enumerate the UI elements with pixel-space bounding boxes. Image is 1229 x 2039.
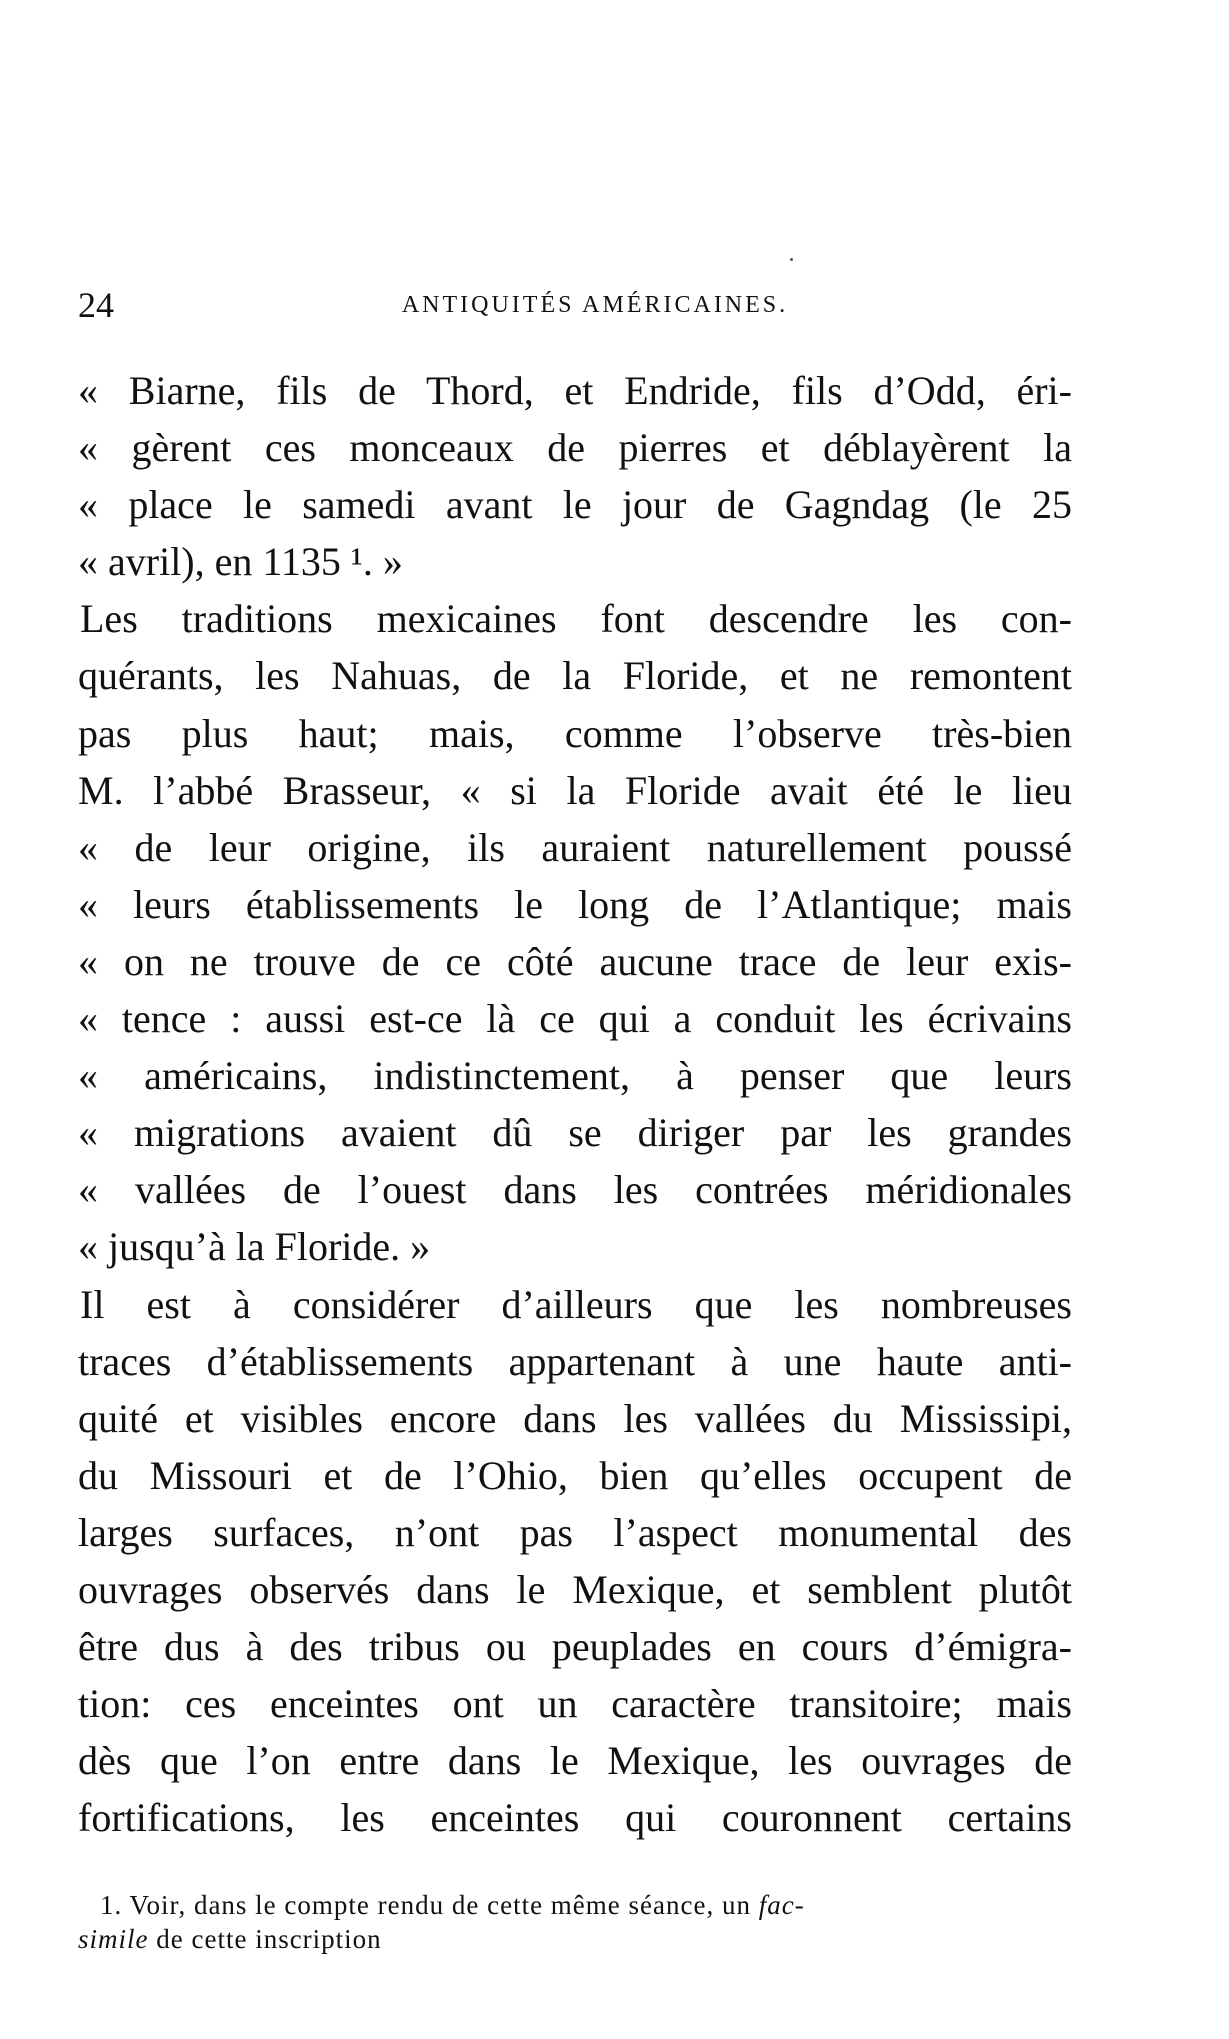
paper-speck	[790, 258, 793, 261]
body-text	[78, 362, 1072, 1846]
text-line: Les traditions mexicaines font descendre les con-	[80, 596, 1072, 642]
page-number: 24	[78, 285, 114, 325]
text-line: « américains, indistinctement, à penser que leurs	[78, 1053, 1072, 1099]
text-line: « tence : aussi est-ce là ce qui a conduit les écrivains	[78, 996, 1072, 1042]
text-line: « gèrent ces monceaux de pierres et déblayèrent la	[78, 425, 1072, 471]
text-line: « jusqu’à la Floride. »	[78, 1224, 431, 1270]
footnote-italic: simile	[78, 1924, 149, 1954]
text-line: « migrations avaient dû se diriger par les grandes	[78, 1110, 1072, 1156]
page-header	[78, 284, 1072, 328]
footnote-line	[78, 1888, 1072, 1922]
text-line: « leurs établissements le long de l’Atlantique; mais	[78, 881, 1072, 927]
text-line: « avril), en 1135 ¹. »	[78, 539, 403, 585]
footnote	[78, 1888, 1072, 1956]
text-line: traces d’établissements appartenant à une haute anti-	[78, 1338, 1072, 1384]
text-line: être dus à des tribus ou peuplades en cours d’émigra-	[78, 1624, 1072, 1670]
text-line: « de leur origine, ils auraient naturellement poussé	[78, 824, 1072, 870]
text-line: dès que l’on entre dans le Mexique, les ouvrages de	[78, 1738, 1072, 1784]
footnote-line	[78, 1922, 1072, 1956]
text-line: « vallées de l’ouest dans les contrées méridionales	[78, 1167, 1072, 1213]
text-line: du Missouri et de l’Ohio, bien qu’elles occupent de	[78, 1452, 1072, 1498]
text-line: quérants, les Nahuas, de la Floride, et ne remontent	[78, 653, 1072, 699]
footnote-text: de cette inscription	[148, 1924, 382, 1954]
footnote-italic: fac-	[758, 1890, 805, 1920]
text-line: « place le samedi avant le jour de Gagndag (le 25	[78, 482, 1072, 528]
text-line: M. l’abbé Brasseur, « si la Floride avait été le lieu	[78, 767, 1072, 813]
text-line: pas plus haut; mais, comme l’observe très-bien	[78, 710, 1072, 756]
text-line: tion: ces enceintes ont un caractère transitoire; mais	[78, 1681, 1072, 1727]
text-line: quité et visibles encore dans les vallées du Mississipi,	[78, 1395, 1072, 1441]
text-line: « Biarne, fils de Thord, et Endride, fils d’Odd, éri-	[78, 368, 1072, 413]
footnote-text: 1. Voir, dans le compte rendu de cette même séance, un	[100, 1890, 759, 1920]
text-line: ouvrages observés dans le Mexique, et semblent plutôt	[78, 1566, 1072, 1612]
text-line: « on ne trouve de ce côté aucune trace de leur exis-	[78, 938, 1072, 984]
text-line: larges surfaces, n’ont pas l’aspect monumental des	[78, 1509, 1072, 1555]
running-title: ANTIQUITÉS AMÉRICAINES.	[401, 292, 789, 318]
text-line: Il est à considérer d’ailleurs que les nombreuses	[80, 1281, 1072, 1327]
text-line: fortifications, les enceintes qui couronnent certains	[78, 1795, 1072, 1841]
